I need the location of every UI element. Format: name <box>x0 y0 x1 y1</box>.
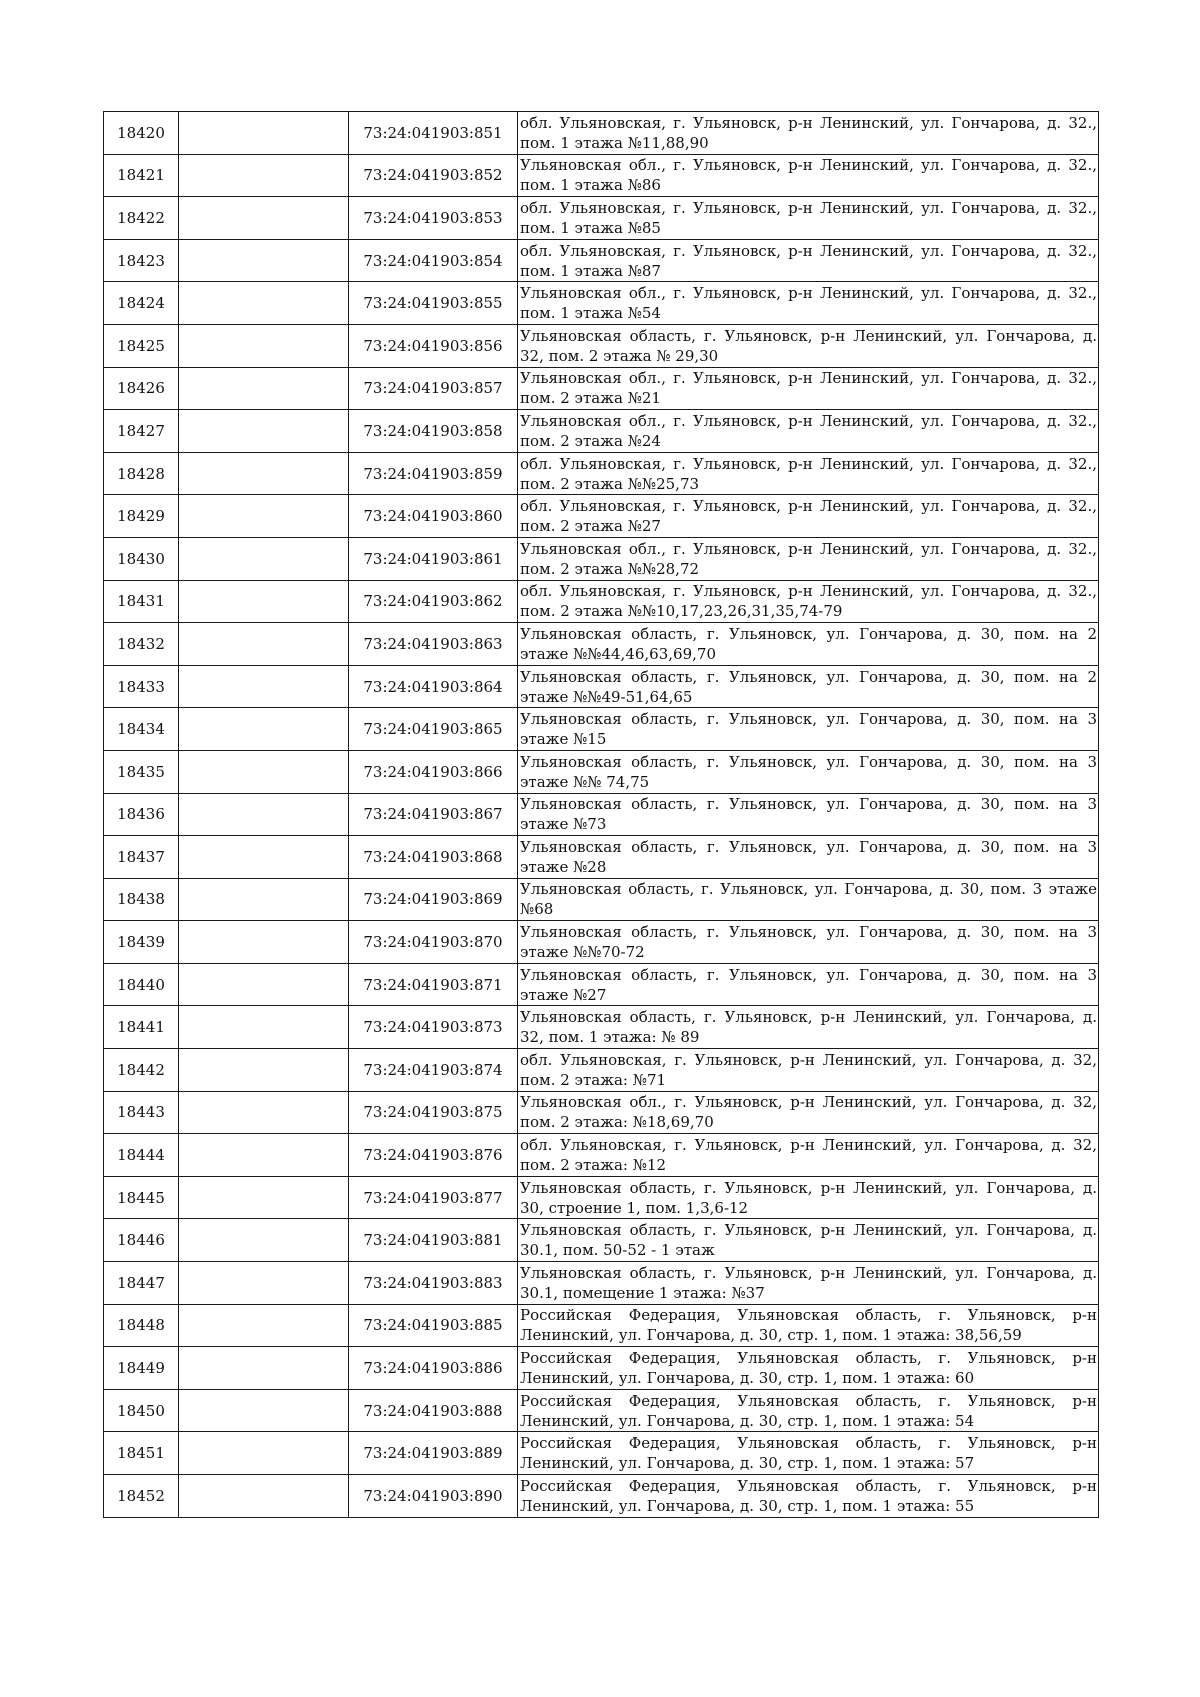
row-number-cell: 18444 <box>104 1134 179 1177</box>
empty-cell <box>179 708 349 751</box>
empty-cell <box>179 1304 349 1347</box>
address-text: Ульяновская обл., г. Ульяновск, р-н Ленинский, ул. Гончарова, д. 32., пом. 2 этажа №№28,72 <box>520 539 1097 578</box>
cadastral-number-cell: 73:24:041903:867 <box>349 793 518 836</box>
address-text: Российская Федерация, Ульяновская область, г. Ульяновск, р-н Ленинский, ул. Гончарова, д. 30, стр. 1, пом. 1 этажа: 57 <box>520 1434 1097 1473</box>
row-number-cell: 18443 <box>104 1091 179 1134</box>
address-text: обл. Ульяновская, г. Ульяновск, р-н Ленинский, ул. Гончарова, д. 32., пом. 1 этажа №87 <box>520 241 1097 280</box>
address-text: Российская Федерация, Ульяновская область, г. Ульяновск, р-н Ленинский, ул. Гончарова, д. 30, стр. 1, пом. 1 этажа: 55 <box>520 1476 1097 1515</box>
row-number-cell: 18426 <box>104 367 179 410</box>
address-cell <box>518 452 1099 495</box>
empty-cell <box>179 410 349 453</box>
address-cell <box>518 963 1099 1006</box>
cadastral-number-cell: 73:24:041903:874 <box>349 1049 518 1092</box>
row-number-cell: 18432 <box>104 623 179 666</box>
row-number-cell: 18446 <box>104 1219 179 1262</box>
empty-cell <box>179 452 349 495</box>
row-number-cell: 18447 <box>104 1262 179 1305</box>
address-cell <box>518 537 1099 580</box>
row-number-cell: 18450 <box>104 1389 179 1432</box>
empty-cell <box>179 580 349 623</box>
row-number-cell: 18436 <box>104 793 179 836</box>
address-cell <box>518 878 1099 921</box>
table-row <box>104 112 1099 155</box>
cadastral-number-cell: 73:24:041903:854 <box>349 239 518 282</box>
address-cell <box>518 282 1099 325</box>
cadastral-number-cell: 73:24:041903:870 <box>349 921 518 964</box>
table-row <box>104 537 1099 580</box>
address-text: Ульяновская область, г. Ульяновск, р-н Ленинский, ул. Гончарова, д. 32, пом. 1 этажа: № 89 <box>520 1008 1097 1047</box>
table-row <box>104 1134 1099 1177</box>
table-row <box>104 1304 1099 1347</box>
empty-cell <box>179 324 349 367</box>
empty-cell <box>179 836 349 879</box>
empty-cell <box>179 1475 349 1518</box>
row-number-cell: 18438 <box>104 878 179 921</box>
table-row <box>104 1432 1099 1475</box>
cadastral-number-cell: 73:24:041903:866 <box>349 750 518 793</box>
cadastral-number-cell: 73:24:041903:857 <box>349 367 518 410</box>
empty-cell <box>179 793 349 836</box>
address-cell <box>518 154 1099 197</box>
address-text: обл. Ульяновская, г. Ульяновск, р-н Ленинский, ул. Гончарова, д. 32., пом. 2 этажа №27 <box>520 497 1097 536</box>
address-cell <box>518 495 1099 538</box>
table-row <box>104 1475 1099 1518</box>
address-cell <box>518 1304 1099 1347</box>
empty-cell <box>179 1389 349 1432</box>
address-text: Ульяновская область, г. Ульяновск, р-н Ленинский, ул. Гончарова, д. 32, пом. 2 этажа № 29,30 <box>520 326 1097 365</box>
cadastral-number-cell: 73:24:041903:853 <box>349 197 518 240</box>
row-number-cell: 18439 <box>104 921 179 964</box>
row-number-cell: 18448 <box>104 1304 179 1347</box>
address-text: Ульяновская область, г. Ульяновск, р-н Ленинский, ул. Гончарова, д. 30.1, помещение 1 этажа: №37 <box>520 1263 1097 1302</box>
table-row <box>104 750 1099 793</box>
address-text: Ульяновская обл., г. Ульяновск, р-н Ленинский, ул. Гончарова, д. 32, пом. 2 этажа: №18,69,70 <box>520 1093 1097 1132</box>
row-number-cell: 18423 <box>104 239 179 282</box>
row-number-cell: 18434 <box>104 708 179 751</box>
empty-cell <box>179 750 349 793</box>
address-cell <box>518 367 1099 410</box>
address-text: Ульяновская обл., г. Ульяновск, р-н Ленинский, ул. Гончарова, д. 32., пом. 1 этажа №54 <box>520 284 1097 323</box>
empty-cell <box>179 1091 349 1134</box>
address-text: Ульяновская область, г. Ульяновск, ул. Гончарова, д. 30, пом. на 2 этаже №№49-51,64,65 <box>520 667 1097 706</box>
row-number-cell: 18420 <box>104 112 179 155</box>
address-cell <box>518 112 1099 155</box>
row-number-cell: 18435 <box>104 750 179 793</box>
address-cell <box>518 1134 1099 1177</box>
address-text: обл. Ульяновская, г. Ульяновск, р-н Ленинский, ул. Гончарова, д. 32., пом. 2 этажа №№25,73 <box>520 454 1097 493</box>
table-row <box>104 452 1099 495</box>
table-row <box>104 1006 1099 1049</box>
address-cell <box>518 836 1099 879</box>
address-text: Ульяновская область, г. Ульяновск, ул. Гончарова, д. 30, пом. на 2 этаже №№44,46,63,69,70 <box>520 624 1097 663</box>
address-cell <box>518 623 1099 666</box>
row-number-cell: 18440 <box>104 963 179 1006</box>
address-cell <box>518 1262 1099 1305</box>
empty-cell <box>179 1262 349 1305</box>
table-row <box>104 1176 1099 1219</box>
row-number-cell: 18449 <box>104 1347 179 1390</box>
empty-cell <box>179 282 349 325</box>
table-row <box>104 367 1099 410</box>
cadastral-number-cell: 73:24:041903:862 <box>349 580 518 623</box>
cadastral-number-cell: 73:24:041903:883 <box>349 1262 518 1305</box>
address-text: Ульяновская область, г. Ульяновск, ул. Гончарова, д. 30, пом. на 3 этаже №28 <box>520 837 1097 876</box>
row-number-cell: 18431 <box>104 580 179 623</box>
empty-cell <box>179 1176 349 1219</box>
table-row <box>104 793 1099 836</box>
cadastral-number-cell: 73:24:041903:863 <box>349 623 518 666</box>
address-text: обл. Ульяновская, г. Ульяновск, р-н Ленинский, ул. Гончарова, д. 32., пом. 1 этажа №85 <box>520 198 1097 237</box>
table-body <box>104 112 1099 1518</box>
address-cell <box>518 197 1099 240</box>
table-row <box>104 1389 1099 1432</box>
address-text: Ульяновская обл., г. Ульяновск, р-н Ленинский, ул. Гончарова, д. 32., пом. 2 этажа №24 <box>520 411 1097 450</box>
cadastral-number-cell: 73:24:041903:855 <box>349 282 518 325</box>
cadastral-number-cell: 73:24:041903:851 <box>349 112 518 155</box>
row-number-cell: 18424 <box>104 282 179 325</box>
address-cell <box>518 1475 1099 1518</box>
cadastral-number-cell: 73:24:041903:877 <box>349 1176 518 1219</box>
empty-cell <box>179 239 349 282</box>
address-cell <box>518 1389 1099 1432</box>
row-number-cell: 18441 <box>104 1006 179 1049</box>
address-cell <box>518 410 1099 453</box>
row-number-cell: 18425 <box>104 324 179 367</box>
empty-cell <box>179 921 349 964</box>
address-text: Ульяновская обл., г. Ульяновск, р-н Ленинский, ул. Гончарова, д. 32., пом. 2 этажа №21 <box>520 369 1097 408</box>
address-text: Ульяновская область, г. Ульяновск, ул. Гончарова, д. 30, пом. 3 этаже №68 <box>520 880 1097 919</box>
row-number-cell: 18421 <box>104 154 179 197</box>
empty-cell <box>179 1134 349 1177</box>
empty-cell <box>179 537 349 580</box>
address-text: Ульяновская область, г. Ульяновск, ул. Гончарова, д. 30, пом. на 3 этаже №№ 74,75 <box>520 752 1097 791</box>
table-row <box>104 324 1099 367</box>
cadastral-number-cell: 73:24:041903:856 <box>349 324 518 367</box>
registry-table <box>103 111 1099 1518</box>
address-text: обл. Ульяновская, г. Ульяновск, р-н Ленинский, ул. Гончарова, д. 32, пом. 2 этажа: №12 <box>520 1136 1097 1175</box>
empty-cell <box>179 963 349 1006</box>
empty-cell <box>179 112 349 155</box>
table-row <box>104 239 1099 282</box>
address-cell <box>518 921 1099 964</box>
address-cell <box>518 665 1099 708</box>
address-cell <box>518 1432 1099 1475</box>
cadastral-number-cell: 73:24:041903:859 <box>349 452 518 495</box>
table-row <box>104 580 1099 623</box>
table-row <box>104 410 1099 453</box>
table-row <box>104 963 1099 1006</box>
row-number-cell: 18451 <box>104 1432 179 1475</box>
cadastral-number-cell: 73:24:041903:885 <box>349 1304 518 1347</box>
address-cell <box>518 1176 1099 1219</box>
cadastral-number-cell: 73:24:041903:861 <box>349 537 518 580</box>
address-cell <box>518 750 1099 793</box>
empty-cell <box>179 495 349 538</box>
address-cell <box>518 1006 1099 1049</box>
address-text: обл. Ульяновская, г. Ульяновск, р-н Ленинский, ул. Гончарова, д. 32., пом. 2 этажа №№10,17,23,26,31,35,74-79 <box>520 582 1097 621</box>
table-row <box>104 921 1099 964</box>
table-row <box>104 1262 1099 1305</box>
address-text: Ульяновская область, г. Ульяновск, ул. Гончарова, д. 30, пом. на 3 этаже №73 <box>520 795 1097 834</box>
table-row <box>104 197 1099 240</box>
table-row <box>104 708 1099 751</box>
empty-cell <box>179 1049 349 1092</box>
row-number-cell: 18429 <box>104 495 179 538</box>
cadastral-number-cell: 73:24:041903:890 <box>349 1475 518 1518</box>
table-row <box>104 1049 1099 1092</box>
empty-cell <box>179 1347 349 1390</box>
empty-cell <box>179 154 349 197</box>
cadastral-number-cell: 73:24:041903:873 <box>349 1006 518 1049</box>
address-cell <box>518 793 1099 836</box>
table-row <box>104 1347 1099 1390</box>
table-row <box>104 836 1099 879</box>
address-text: Ульяновская область, г. Ульяновск, р-н Ленинский, ул. Гончарова, д. 30, строение 1, пом. 1,3,6-12 <box>520 1178 1097 1217</box>
address-text: Российская Федерация, Ульяновская область, г. Ульяновск, р-н Ленинский, ул. Гончарова, д. 30, стр. 1, пом. 1 этажа: 38,56,59 <box>520 1306 1097 1345</box>
address-text: Ульяновская обл., г. Ульяновск, р-н Ленинский, ул. Гончарова, д. 32., пом. 1 этажа №86 <box>520 156 1097 195</box>
cadastral-number-cell: 73:24:041903:888 <box>349 1389 518 1432</box>
table-row <box>104 495 1099 538</box>
row-number-cell: 18445 <box>104 1176 179 1219</box>
cadastral-number-cell: 73:24:041903:858 <box>349 410 518 453</box>
row-number-cell: 18427 <box>104 410 179 453</box>
address-cell <box>518 1347 1099 1390</box>
cadastral-number-cell: 73:24:041903:852 <box>349 154 518 197</box>
cadastral-number-cell: 73:24:041903:881 <box>349 1219 518 1262</box>
table-row <box>104 665 1099 708</box>
row-number-cell: 18428 <box>104 452 179 495</box>
row-number-cell: 18422 <box>104 197 179 240</box>
cadastral-number-cell: 73:24:041903:865 <box>349 708 518 751</box>
empty-cell <box>179 197 349 240</box>
address-cell <box>518 324 1099 367</box>
address-cell <box>518 1091 1099 1134</box>
address-text: Ульяновская область, г. Ульяновск, р-н Ленинский, ул. Гончарова, д. 30.1, пом. 50-52 - 1 этаж <box>520 1221 1097 1260</box>
cadastral-number-cell: 73:24:041903:860 <box>349 495 518 538</box>
empty-cell <box>179 1432 349 1475</box>
table-row <box>104 878 1099 921</box>
table-row <box>104 1091 1099 1134</box>
table-row <box>104 154 1099 197</box>
address-text: Ульяновская область, г. Ульяновск, ул. Гончарова, д. 30, пом. на 3 этаже №27 <box>520 965 1097 1004</box>
address-text: Ульяновская область, г. Ульяновск, ул. Гончарова, д. 30, пом. на 3 этаже №№70-72 <box>520 923 1097 962</box>
address-text: Российская Федерация, Ульяновская область, г. Ульяновск, р-н Ленинский, ул. Гончарова, д. 30, стр. 1, пом. 1 этажа: 54 <box>520 1391 1097 1430</box>
address-cell <box>518 239 1099 282</box>
address-text: Ульяновская область, г. Ульяновск, ул. Гончарова, д. 30, пом. на 3 этаже №15 <box>520 710 1097 749</box>
address-text: обл. Ульяновская, г. Ульяновск, р-н Ленинский, ул. Гончарова, д. 32., пом. 1 этажа №11,88,90 <box>520 113 1097 152</box>
cadastral-number-cell: 73:24:041903:869 <box>349 878 518 921</box>
row-number-cell: 18442 <box>104 1049 179 1092</box>
table-row <box>104 623 1099 666</box>
address-cell <box>518 1049 1099 1092</box>
cadastral-number-cell: 73:24:041903:889 <box>349 1432 518 1475</box>
table-row <box>104 282 1099 325</box>
address-cell <box>518 708 1099 751</box>
empty-cell <box>179 1006 349 1049</box>
cadastral-number-cell: 73:24:041903:868 <box>349 836 518 879</box>
row-number-cell: 18437 <box>104 836 179 879</box>
empty-cell <box>179 878 349 921</box>
address-cell <box>518 1219 1099 1262</box>
table-row <box>104 1219 1099 1262</box>
cadastral-number-cell: 73:24:041903:876 <box>349 1134 518 1177</box>
address-text: Российская Федерация, Ульяновская область, г. Ульяновск, р-н Ленинский, ул. Гончарова, д. 30, стр. 1, пом. 1 этажа: 60 <box>520 1349 1097 1388</box>
empty-cell <box>179 1219 349 1262</box>
row-number-cell: 18430 <box>104 537 179 580</box>
row-number-cell: 18452 <box>104 1475 179 1518</box>
empty-cell <box>179 623 349 666</box>
row-number-cell: 18433 <box>104 665 179 708</box>
empty-cell <box>179 367 349 410</box>
cadastral-number-cell: 73:24:041903:886 <box>349 1347 518 1390</box>
empty-cell <box>179 665 349 708</box>
cadastral-number-cell: 73:24:041903:875 <box>349 1091 518 1134</box>
address-text: обл. Ульяновская, г. Ульяновск, р-н Ленинский, ул. Гончарова, д. 32, пом. 2 этажа: №71 <box>520 1050 1097 1089</box>
cadastral-number-cell: 73:24:041903:864 <box>349 665 518 708</box>
cadastral-number-cell: 73:24:041903:871 <box>349 963 518 1006</box>
address-cell <box>518 580 1099 623</box>
